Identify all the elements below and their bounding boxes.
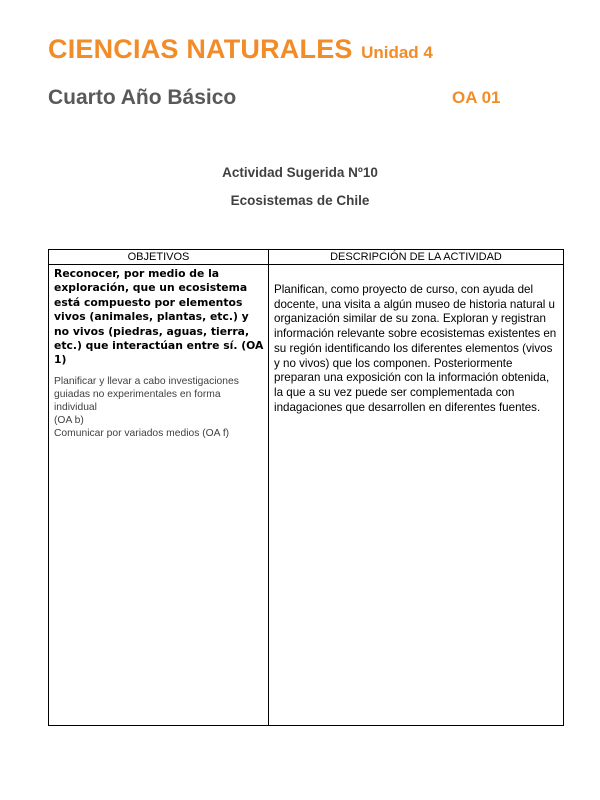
secondary-objective: Planificar y llevar a cabo investigaciones guiadas no experimentales en forma individual [54,375,239,413]
objectives-cell [49,265,269,726]
grade-label: Cuarto Año Básico [48,86,237,109]
document-header [48,34,433,65]
activity-number: Actividad Sugerida Nº10 [222,165,378,180]
activity-table [48,249,564,726]
table-header-row [49,250,564,265]
description-header: DESCRIPCIÓN DE LA ACTIVIDAD [269,250,564,265]
table-row [49,265,564,726]
activity-title: Ecosistemas de Chile [230,193,370,208]
objectives-header: OBJETIVOS [49,250,269,265]
description-cell [269,265,564,726]
activity-description: Planifican, como proyecto de curso, con ayuda del docente, una visita a algún museo de historia natural u organización similar de su zona. Exploran y registran información relevante sobre ecosistemas existentes en su región identificando los diferentes elementos (vivos y no vivos) que los componen. Posteriormente preparan una exposición con la información obtenida, la que a su vez puede ser complementada con indagaciones que desarrollen en diferentes fuentes. [274,283,557,414]
main-objective: Reconocer, por medio de la exploración, que un ecosistema está compuesto por elementos vivos (animales, plantas, etc.) y no vivos (piedras, aguas, tierra, etc.) que interactúan entre sí. (OA 1) [54,267,264,367]
secondary-objective: (OA b) [54,414,84,426]
secondary-objectives [49,368,268,440]
unit-label: Unidad 4 [361,43,433,62]
secondary-objective: Comunicar por variados medios (OA f) [54,427,230,439]
subject-title: CIENCIAS NATURALES [48,34,353,64]
oa-code: OA 01 [452,88,501,107]
